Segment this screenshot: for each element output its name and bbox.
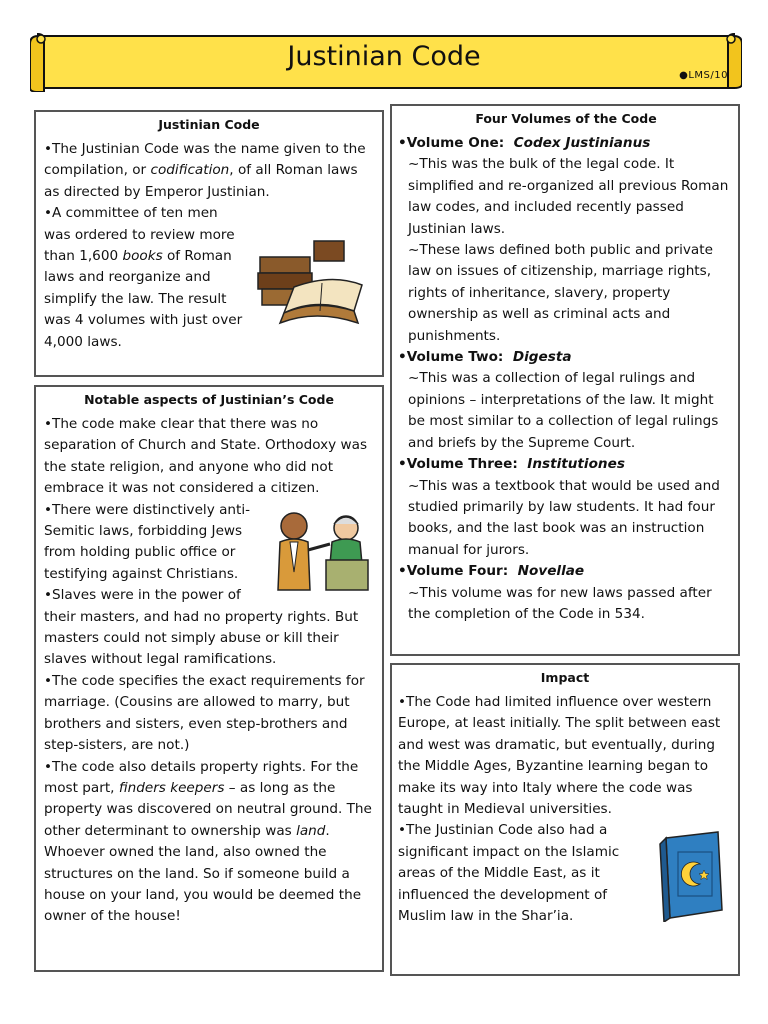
volume-two-heading: •Volume Two: Digesta	[398, 349, 572, 366]
volumes-title: Four Volumes of the Code	[475, 111, 657, 126]
lesson-code: ●​LMS/10	[679, 70, 728, 81]
volume-one-text-2: ~These laws defined both public and private law on issues of citizenship, marriage rights, rights of inheritance, slavery, property ownership as well as criminal acts and punishments.	[408, 242, 713, 344]
aspects-paragraph-4: •The code specifies the exact requirements for marriage. (Cousins are allowed to marry, but brothers and sisters, even step-brothers and step-sisters, are not.)	[44, 672, 365, 754]
volume-one-text-1: ~This was the bulk of the legal code. It simplified and re-organized all previous Roman law codes, and included recently passed Justinian laws.	[408, 156, 729, 237]
intro-box	[34, 110, 384, 377]
aspects-paragraph-5: •The code also details property rights. For the most part, finders keepers – as long as the property was discovered on neutral ground. The other determinant to ownership was land. Whoever owned the land, also owned the structures on the land. So if someone build a house on your land, you would be deemed the owner of the house!	[44, 758, 372, 925]
volume-three-heading: •Volume Three: Institutiones	[398, 456, 625, 473]
aspects-box	[34, 385, 384, 972]
aspects-text	[44, 414, 374, 928]
volume-one-heading: •Volume One: Codex Justinianus	[398, 135, 651, 151]
volumes-box	[390, 104, 740, 656]
volume-four-text: ~This volume was for new laws passed after the completion of the Code in 534.	[408, 584, 712, 622]
intro-title: Justinian Code	[158, 117, 260, 132]
intro-paragraph-1: •The Justinian Code was the name given to the compilation, or codification, of all Roman laws as directed by Emperor Justinian.	[44, 141, 366, 200]
aspects-title: Notable aspects of Justinian’s Code	[84, 392, 334, 407]
aspects-paragraph-2: •There were distinctively anti-Semitic laws, forbidding Jews from holding public office or testifying against Christians.	[44, 501, 251, 582]
volumes-text	[398, 133, 734, 625]
page-title: Justinian Code	[287, 41, 481, 72]
books-icon	[254, 227, 374, 337]
intro-text	[44, 139, 374, 353]
volume-three-text: ~This was a textbook that would be used and studied primarily by law students. It had four books, and the last book was an instruction manual for jurors.	[408, 477, 720, 558]
aspects-paragraph-1: •The code make clear that there was no separation of Church and State. Orthodoxy was the state religion, and anyone who did not embrace it was not considered a citizen.	[44, 416, 368, 497]
volume-four-heading: •Volume Four: Novellae	[398, 563, 585, 580]
impact-box	[390, 663, 740, 976]
aspects-paragraph-3: •Slaves were in the power of their masters, and had no property rights. But masters could not simply abuse or kill their slaves without legal ramifications.	[44, 587, 359, 668]
intro-paragraph-2: •A committee of ten men was ordered to review more than 1,600 books of Roman laws and reorganize and simplify the law. The result was 4 volumes with just over 4,000 laws.	[44, 205, 243, 350]
impact-text	[398, 692, 732, 927]
logo-icon: ●​	[679, 70, 689, 81]
impact-title: Impact	[540, 670, 590, 685]
impact-paragraph-2: •The Justinian Code also had a significant impact on the Islamic areas of the Middle East, as it influenced the development of Muslim law in the Shar’ia.	[398, 822, 620, 925]
volume-two-text: ~This was a collection of legal rulings and opinions – interpretations of the law. It might be most similar to a collection of legal rulings and briefs by the Supreme Court.	[408, 370, 719, 451]
impact-paragraph-1: •The Code had limited influence over western Europe, at least initially. The split between east and west was dramatic, but eventually, during the Middle Ages, Byzantine learning began to make its way into Italy where the code was taught in Medieval universities.	[398, 694, 721, 818]
quran-book-icon	[652, 826, 732, 922]
lawyers-icon	[262, 502, 374, 598]
